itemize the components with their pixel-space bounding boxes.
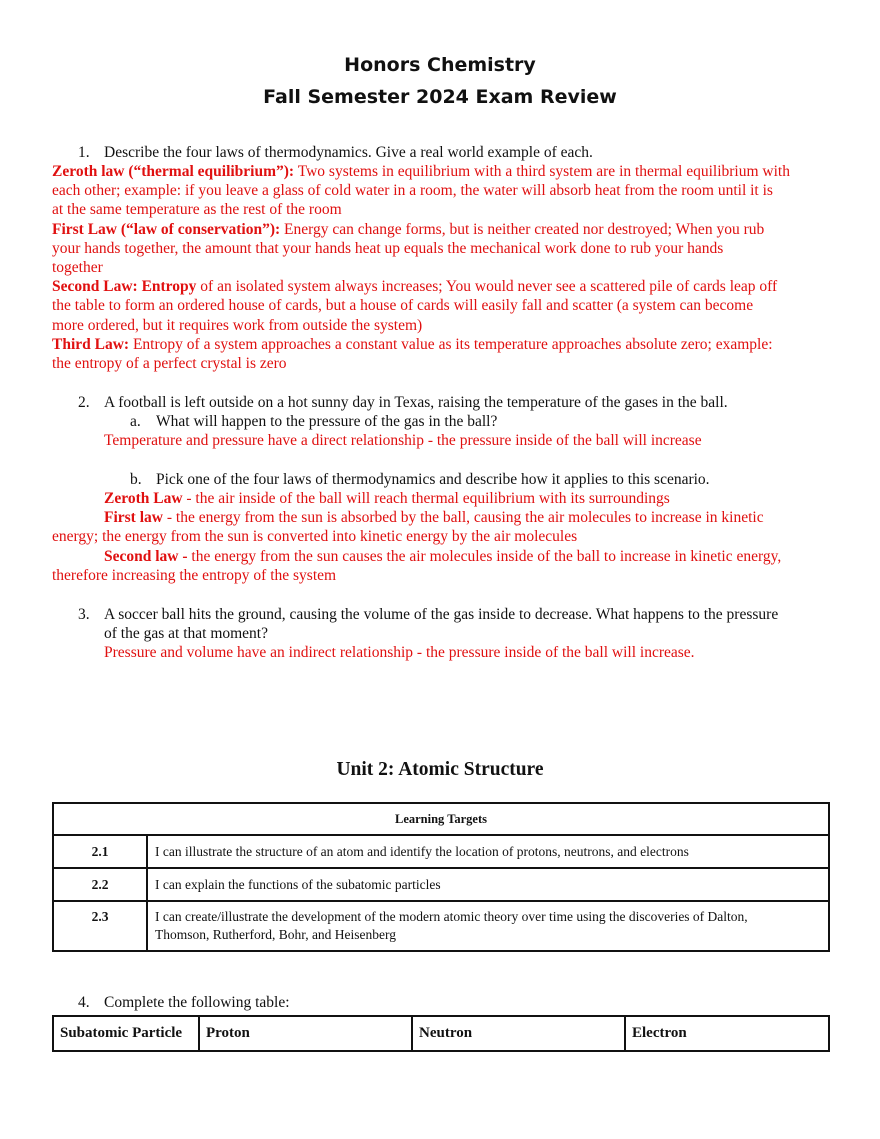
answer-text: Pressure and volume have an indirect relationship - the pressure inside of the ball will increase.	[104, 644, 695, 661]
learning-targets-table	[52, 802, 830, 952]
column-header: Subatomic Particle	[53, 1016, 199, 1051]
law-label: First Law (“law of conservation”):	[52, 221, 281, 238]
document-title: Honors Chemistry	[344, 54, 536, 76]
answer-text: Energy can change forms, but is neither created nor destroyed; When you rub	[280, 221, 765, 238]
answer-line: each other; example: if you leave a glass of cold water in a room, the water will absorb heat from the room until it is	[52, 182, 773, 199]
answer-text: - the air inside of the ball will reach thermal equilibrium with its surroundings	[182, 490, 670, 507]
answer-line: more ordered, but it requires work from outside the system)	[52, 317, 423, 334]
question-text: A soccer ball hits the ground, causing the volume of the gas inside to decrease. What happens to the pressure	[104, 606, 779, 623]
answer-line: at the same temperature as the rest of the room	[52, 201, 342, 218]
table-row	[53, 868, 829, 901]
answer-first-law	[52, 220, 764, 239]
subquestion-label: a.	[130, 413, 141, 430]
target-text-line: I can create/illustrate the development of the modern atomic theory over time using the discoveries of Dalton,	[155, 908, 748, 924]
answer-text: Two systems in equilibrium with a third system are in thermal equilibrium with	[294, 163, 790, 180]
answer-zeroth-law	[52, 162, 790, 181]
column-header: Proton	[199, 1016, 412, 1051]
unit-title: Unit 2: Atomic Structure	[336, 759, 544, 780]
target-text-line: Thomson, Rutherford, Bohr, and Heisenberg	[155, 927, 397, 942]
target-id: 2.1	[53, 835, 147, 868]
answer-text: of an isolated system always increases; You would never see a scattered pile of cards leap off	[196, 278, 778, 295]
question-number: 4.	[78, 994, 90, 1011]
answer-text: - the energy from the sun is absorbed by the ball, causing the air molecules to increase in kinetic	[162, 509, 764, 526]
answer-text: Temperature and pressure have a direct relationship - the pressure inside of the ball will increase	[104, 432, 702, 449]
law-label: Second law -	[104, 548, 188, 565]
target-text	[147, 901, 829, 951]
answer-third-law	[52, 335, 773, 354]
table-header-row	[53, 1016, 829, 1051]
subatomic-particle-table	[52, 1015, 830, 1052]
answer-zeroth-law	[104, 489, 670, 508]
subquestion-text: What will happen to the pressure of the gas in the ball?	[156, 413, 498, 430]
table-header: Learning Targets	[53, 803, 829, 835]
document-subtitle: Fall Semester 2024 Exam Review	[263, 86, 617, 108]
law-label: Third Law:	[52, 336, 130, 353]
answer-line: energy; the energy from the sun is converted into kinetic energy by the air molecules	[52, 528, 578, 545]
target-id: 2.3	[53, 901, 147, 951]
answer-line: the table to form an ordered house of cards, but a house of cards will easily fall and scatter (a system can become	[52, 297, 754, 314]
answer-line: the entropy of a perfect crystal is zero	[52, 355, 287, 372]
law-label: Second Law: Entropy	[52, 278, 197, 295]
question-text: Describe the four laws of thermodynamics. Give a real world example of each.	[104, 144, 593, 161]
question-number: 3.	[78, 606, 90, 623]
law-label: Zeroth Law	[104, 490, 183, 507]
column-header: Electron	[625, 1016, 829, 1051]
law-label: First law	[104, 509, 163, 526]
question-number: 1.	[78, 144, 90, 161]
answer-first-law	[104, 508, 764, 527]
subquestion-label: b.	[130, 471, 142, 488]
question-text: Complete the following table:	[104, 994, 290, 1011]
answer-text: Entropy of a system approaches a constant value as its temperature approaches absolute zero; example:	[129, 336, 773, 353]
subquestion-text: Pick one of the four laws of thermodynamics and describe how it applies to this scenario.	[156, 471, 710, 488]
answer-line: therefore increasing the entropy of the system	[52, 567, 337, 584]
column-header: Neutron	[412, 1016, 625, 1051]
answer-second-law	[104, 547, 781, 566]
question-number: 2.	[78, 394, 90, 411]
table-row	[53, 835, 829, 868]
target-text: I can explain the functions of the subatomic particles	[147, 868, 829, 901]
answer-text: the energy from the sun causes the air molecules inside of the ball to increase in kinetic energy,	[187, 548, 782, 565]
answer-line: your hands together, the amount that your hands heat up equals the mechanical work done to rub your hands	[52, 240, 724, 257]
question-text: A football is left outside on a hot sunny day in Texas, raising the temperature of the gases in the ball.	[104, 394, 728, 411]
table-header-row	[53, 803, 829, 835]
table-row	[53, 901, 829, 951]
target-text: I can illustrate the structure of an atom and identify the location of protons, neutrons, and electrons	[147, 835, 829, 868]
question-text: of the gas at that moment?	[104, 625, 268, 642]
answer-second-law	[52, 277, 777, 296]
target-id: 2.2	[53, 868, 147, 901]
law-label: Zeroth law (“thermal equilibrium”):	[52, 163, 295, 180]
answer-line: together	[52, 259, 103, 276]
